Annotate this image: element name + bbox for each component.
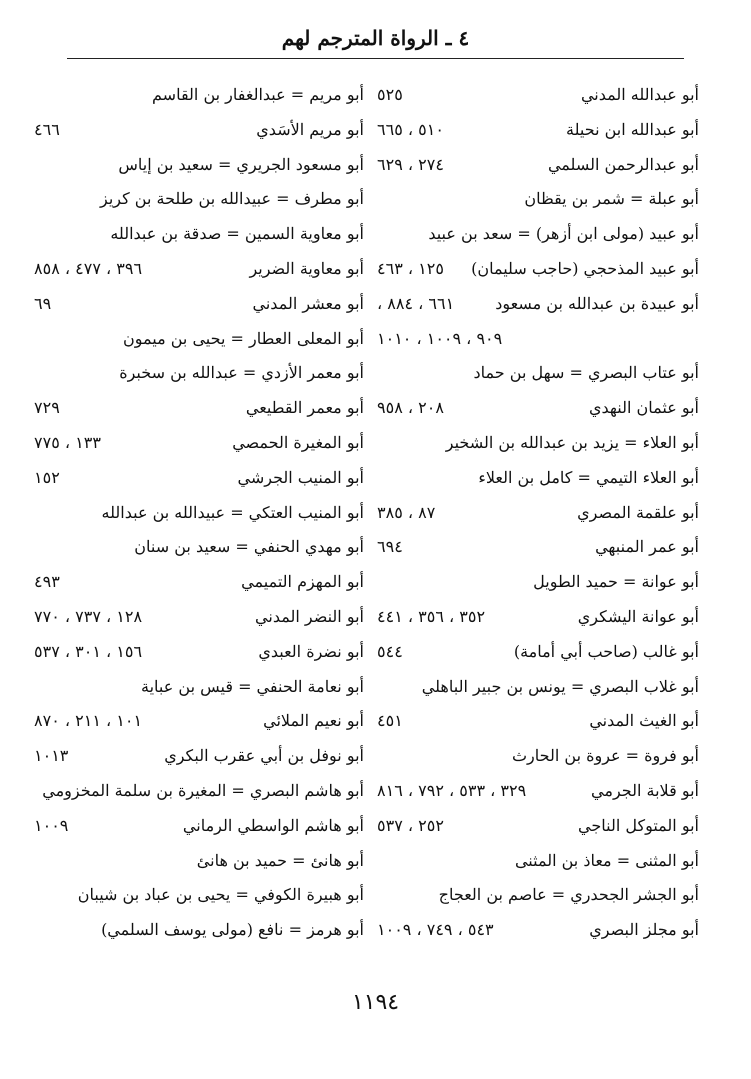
page-references: ١٢٨ ، ٧٣٧ ، ٧٧٠ xyxy=(34,606,143,626)
page-references: ٢٠٨ ، ٩٥٨ xyxy=(377,398,444,418)
index-entry xyxy=(377,704,699,739)
narrator-name: أبو الغيث المدني xyxy=(589,711,699,731)
narrator-name: أبو المنيب الجرشي xyxy=(237,467,364,487)
index-entry xyxy=(377,461,699,496)
index-entry xyxy=(377,635,699,670)
narrator-name: أبو عبدالرحمن السلمي xyxy=(547,154,699,174)
narrator-name: أبو العلاء التيمي = كامل بن العلاء xyxy=(478,467,699,487)
page-references: ٤٩٣ xyxy=(34,572,60,592)
index-entry xyxy=(377,774,699,809)
left-column xyxy=(34,78,364,948)
narrator-name: أبو نعيم الملائي xyxy=(263,711,364,731)
narrator-name: أبو هاشم الواسطي الرماني xyxy=(182,815,364,835)
page-references: ٥١٠ ، ٦٦٥ xyxy=(377,119,444,139)
index-entry xyxy=(34,739,364,774)
narrator-name: أبو العلاء = يزيد بن عبدالله بن الشخير xyxy=(445,432,699,452)
page-references: ٩٠٩ ، ١٠٠٩ ، ١٠١٠ xyxy=(377,328,503,348)
index-entry xyxy=(377,148,699,183)
page-references: ١٥٢ xyxy=(34,467,60,487)
index-entry xyxy=(377,600,699,635)
narrator-name: أبو عوانة = حميد الطويل xyxy=(533,572,699,592)
narrator-name: أبو مريم الأسَدي xyxy=(256,119,364,139)
narrator-name: أبو نعامة الحنفي = قيس بن عباية xyxy=(141,676,364,696)
index-entry xyxy=(34,844,364,879)
index-entry xyxy=(34,600,364,635)
index-entry xyxy=(34,530,364,565)
index-entry xyxy=(34,565,364,600)
page-references: ٦٩٤ xyxy=(377,537,403,557)
page-references: ٥٤٤ xyxy=(377,641,403,661)
page-references: ١٠١ ، ٢١١ ، ٨٧٠ xyxy=(34,711,143,731)
narrator-name: أبو معمر الأزدي = عبدالله بن سخبرة xyxy=(119,363,364,383)
right-column xyxy=(377,78,699,948)
index-entry xyxy=(377,739,699,774)
index-entry xyxy=(34,461,364,496)
page-references: ١٣٣ ، ٧٧٥ xyxy=(34,432,101,452)
page-references: ٥٤٣ ، ٧٤٩ ، ١٠٠٩ xyxy=(377,920,494,940)
page-references: ٦٦١ ، ٨٨٤ ، xyxy=(377,293,455,313)
index-entry xyxy=(34,252,364,287)
header-rule xyxy=(67,58,684,59)
index-entry xyxy=(377,217,699,252)
narrator-name: أبو نوفل بن أبي عقرب البكري xyxy=(164,746,364,766)
narrator-name: أبو عبيد (مولى ابن أزهر) = سعد بن عبيد xyxy=(428,224,699,244)
page-references: ٣٢٩ ، ٥٣٣ ، ٧٩٢ ، ٨١٦ xyxy=(377,780,527,800)
narrator-name: أبو معمر القطيعي xyxy=(245,398,364,418)
page-references: ٨٧ ، ٣٨٥ xyxy=(377,502,436,522)
index-entry xyxy=(34,287,364,322)
index-entry xyxy=(377,182,699,217)
index-entry xyxy=(34,356,364,391)
narrator-name: أبو المعلى العطار = يحيى بن ميمون xyxy=(122,328,364,348)
page-references: ٢٥٢ ، ٥٣٧ xyxy=(377,815,444,835)
index-entry xyxy=(34,878,364,913)
narrator-name: أبو المغيرة الحمصي xyxy=(232,432,364,452)
page-references: ١٠٠٩ xyxy=(34,815,69,835)
page-references: ٣٥٢ ، ٣٥٦ ، ٤٤١ xyxy=(377,606,486,626)
index-entry xyxy=(377,809,699,844)
narrator-name: أبو المتوكل الناجي xyxy=(578,815,699,835)
narrator-name: أبو عبلة = شمر بن يقظان xyxy=(524,189,699,209)
index-entry xyxy=(34,322,364,357)
index-entry xyxy=(377,878,699,913)
index-entry xyxy=(34,670,364,705)
page-references: ٦٩ xyxy=(34,293,52,313)
index-entry xyxy=(377,322,699,357)
page-references: ٤٥١ xyxy=(377,711,403,731)
narrator-name: أبو معاوية السمين = صدقة بن عبدالله xyxy=(110,224,364,244)
page-references: ٣٩٦ ، ٤٧٧ ، ٨٥٨ xyxy=(34,258,143,278)
page-references: ٥٢٥ xyxy=(377,85,403,104)
index-entry xyxy=(377,252,699,287)
index-entry xyxy=(34,113,364,148)
narrator-name: أبو معاوية الضرير xyxy=(249,258,364,278)
index-entry xyxy=(34,391,364,426)
narrator-name: أبو غالب (صاحب أبي أمامة) xyxy=(513,641,699,661)
narrator-name: أبو هانئ = حميد بن هانئ xyxy=(196,850,364,870)
narrator-name: أبو معشر المدني xyxy=(252,293,364,313)
narrator-name: أبو المنيب العتكي = عبيدالله بن عبدالله xyxy=(101,502,364,522)
page-references: ٢٧٤ ، ٦٢٩ xyxy=(377,154,444,174)
index-entry xyxy=(34,913,364,948)
narrator-name: أبو عبيدة بن عبدالله بن مسعود xyxy=(495,293,699,313)
index-entry xyxy=(377,913,699,948)
narrator-name: أبو مسعود الجريري = سعيد بن إياس xyxy=(118,154,364,174)
narrator-name: أبو مجلز البصري xyxy=(589,920,699,940)
page-header: ٤ ـ الرواة المترجم لهم xyxy=(281,26,470,50)
index-entry xyxy=(377,530,699,565)
narrator-name: أبو الجشر الجحدري = عاصم بن العجاج xyxy=(438,885,699,905)
page-references: ١٥٦ ، ٣٠١ ، ٥٣٧ xyxy=(34,641,143,661)
narrator-name: أبو فروة = عروة بن الحارث xyxy=(511,746,699,766)
narrator-name: أبو عثمان النهدي xyxy=(588,398,699,418)
narrator-name: أبو عبيد المذحجي (حاجب سليمان) xyxy=(471,258,699,278)
page-number: ١١٩٤ xyxy=(351,990,400,1015)
index-entry xyxy=(34,774,364,809)
narrator-name: أبو مطرف = عبيدالله بن طلحة بن كريز xyxy=(99,189,364,209)
page-references: ٤٦٦ xyxy=(34,119,60,139)
index-entry xyxy=(34,809,364,844)
index-entry xyxy=(34,704,364,739)
index-entry xyxy=(377,356,699,391)
narrator-name: أبو المهزم التميمي xyxy=(241,572,364,592)
index-entry xyxy=(377,565,699,600)
index-entry xyxy=(34,78,364,113)
index-entry xyxy=(377,287,699,322)
index-entry xyxy=(377,391,699,426)
narrator-name: أبو هاشم البصري = المغيرة بن سلمة المخزومي xyxy=(42,780,364,800)
narrator-name: أبو عمر المنبهي xyxy=(595,537,699,557)
index-entry xyxy=(377,113,699,148)
index-entry xyxy=(377,426,699,461)
narrator-name: أبو عبدالله المدني xyxy=(580,85,699,104)
narrator-name: أبو النضر المدني xyxy=(255,606,364,626)
index-entry xyxy=(34,182,364,217)
narrator-name: أبو عوانة اليشكري xyxy=(577,606,699,626)
narrator-name: أبو عتاب البصري = سهل بن حماد xyxy=(473,363,699,383)
index-entry xyxy=(34,635,364,670)
index-entry xyxy=(377,670,699,705)
narrator-name: أبو عبدالله ابن نحيلة xyxy=(566,119,699,139)
index-entry xyxy=(34,426,364,461)
narrator-name: أبو مريم = عبدالغفار بن القاسم xyxy=(152,85,364,104)
narrator-name: أبو نضرة العبدي xyxy=(258,641,364,661)
index-entry xyxy=(34,496,364,531)
index-entry xyxy=(34,217,364,252)
narrator-name: أبو هبيرة الكوفي = يحيى بن عباد بن شيبان xyxy=(77,885,364,905)
index-entry xyxy=(34,148,364,183)
narrator-name: أبو علقمة المصري xyxy=(577,502,699,522)
narrator-name: أبو قلابة الجرمي xyxy=(591,780,699,800)
index-entry xyxy=(377,496,699,531)
narrator-name: أبو هرمز = نافع (مولى يوسف السلمي) xyxy=(101,920,364,940)
page-references: ١٠١٣ xyxy=(34,746,69,766)
index-entry xyxy=(377,78,699,113)
narrator-name: أبو المثنى = معاذ بن المثنى xyxy=(514,850,699,870)
page-references: ١٢٥ ، ٤٦٣ xyxy=(377,258,444,278)
narrator-name: أبو غلاب البصري = يونس بن جبير الباهلي xyxy=(421,676,699,696)
page-references: ٧٢٩ xyxy=(34,398,60,418)
index-entry xyxy=(377,844,699,879)
narrator-name: أبو مهدي الحنفي = سعيد بن سنان xyxy=(134,537,364,557)
